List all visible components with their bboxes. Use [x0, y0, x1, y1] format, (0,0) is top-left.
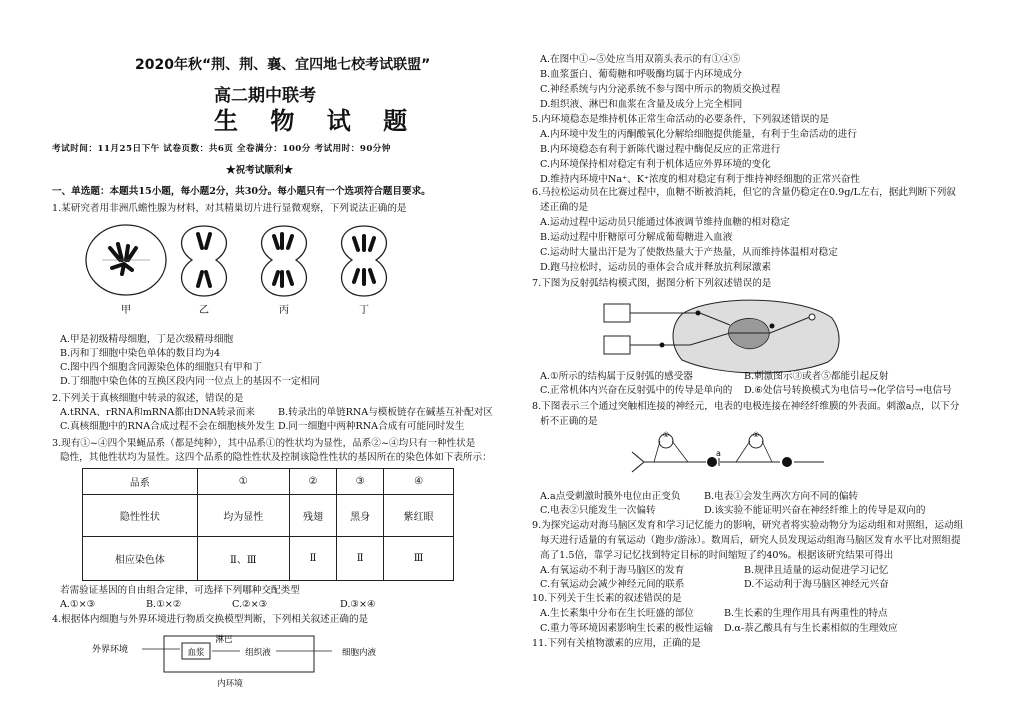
- exam-info: 考试时间：11月25日下午 试卷页数：共6页 全卷满分：100分 考试用时：90分钟: [52, 144, 391, 154]
- table-cell: ④: [384, 469, 454, 495]
- q2-option-d: D.同一细胞中两种RNA合成有可能同时发生: [278, 421, 465, 432]
- cell-ding: [342, 226, 387, 296]
- q9-line1: 9.为探究运动对海马脑区发育和学习记忆能力的影响，研究者将实验动物分为运动组和对照组，运动组: [532, 520, 964, 531]
- q4-option-b: B.血浆蛋白、葡萄糖和呼吸酶均属于内环境成分: [540, 69, 742, 80]
- q7-option-b: B.刺激图示③或者⑤都能引起反射: [744, 371, 889, 382]
- table-cell: 黑身: [337, 495, 384, 537]
- q8-option-a: A.a点受刺激时膜外电位由正变负: [540, 491, 681, 502]
- reflex-arc-figure: [602, 294, 862, 374]
- q7-option-d: D.⑥处信号转换模式为电信号→化学信号→电信号: [744, 385, 952, 396]
- outer-env-label: 外界环境: [92, 645, 129, 655]
- q3-stem-line2: 隐性，其他性状均为显性。这四个品系的隐性性状及控制该隐性性状的基因所在的染色体如下表所示：: [60, 452, 492, 463]
- q6-option-b: B.运动过程中肝糖原可分解成葡萄糖进入血液: [540, 232, 733, 243]
- q10-option-c: C.重力等环境因素影响生长素的极性运输: [540, 623, 714, 634]
- inner-env-label: 内环境: [217, 679, 243, 689]
- q3-option-d: D.③×④: [340, 599, 376, 610]
- q5-option-a: A.内环境中发生的丙酮酸氧化分解给细胞提供能量，有利于生命活动的进行: [540, 129, 857, 140]
- alliance-title: 2020年秋“荆、荆、襄、宜四地七校考试联盟”: [135, 57, 431, 73]
- svg-text:②: ②: [752, 431, 760, 439]
- q7-option-c: C.正常机体内兴奋在反射弧中的传导是单向的: [540, 385, 733, 396]
- intracellular-fluid-label: 细胞内液: [342, 648, 377, 658]
- q4-option-a: A.在图中①~⑤处应当用双箭头表示的有①④⑤: [540, 54, 741, 65]
- q10-option-a: A.生长素集中分布在生长旺盛的部位: [540, 608, 694, 619]
- table-cell: Ⅱ: [289, 537, 336, 581]
- q10-stem: 10.下列关于生长素的叙述错误的是: [532, 593, 682, 604]
- table-cell: 隐性性状: [83, 495, 198, 537]
- q6-option-c: C.运动时大量出汗是为了使散热量大于产热量，从而维持体温相对稳定: [540, 247, 838, 258]
- table-row: [83, 495, 454, 537]
- q1-stem: 1.某研究者用非洲爪蟾性腺为材料，对其精巢切片进行显微观察，下列说法正确的是: [52, 203, 407, 214]
- q10-option-d: D.α-萘乙酸具有与生长素相似的生理效应: [724, 623, 898, 634]
- label-jia: 甲: [121, 305, 131, 316]
- q2-option-c: C.真核细胞中的RNA合成过程不会在细胞核外发生: [60, 421, 275, 432]
- table-cell: 相应染色体: [83, 537, 198, 581]
- q6-stem-line2: 述正确的是: [540, 202, 588, 213]
- cell-yi: [182, 226, 227, 296]
- lymph-label: 淋巴: [215, 635, 233, 645]
- svg-text:a: a: [716, 449, 721, 458]
- q9-option-a: A.有氧运动不利于海马脑区的发育: [540, 565, 685, 576]
- svg-text:①: ①: [662, 431, 670, 439]
- tissue-fluid-label: 组织液: [245, 648, 271, 658]
- q9-line3: 高了1.5倍，靠学习记忆找到特定目标的时间缩短了约40%。根据该研究结果可得出: [540, 550, 894, 561]
- table-cell: 均为显性: [197, 495, 289, 537]
- plasma-label: 血浆: [187, 648, 205, 658]
- q1-option-b: B.丙和丁细胞中染色单体的数目均为4: [60, 348, 221, 359]
- q4-option-c: C.神经系统与内分泌系统不参与图中所示的物质交换过程: [540, 84, 781, 95]
- q6-stem-line1: 6.马拉松运动员在比赛过程中，血糖不断被消耗，但它的含量仍稳定在0.9g/L左右，据此判断下列叙: [532, 187, 956, 198]
- q3-after: 若需验证基因的自由组合定律，可选择下列哪种交配类型: [60, 585, 300, 596]
- q1-option-a: A.甲是初级精母细胞，丁是次级精母细胞: [60, 334, 234, 345]
- table-cell: 紫红眼: [384, 495, 454, 537]
- q5-option-c: C.内环境保持相对稳定有利于机体适应外界环境的变化: [540, 159, 771, 170]
- q3-table: [82, 468, 454, 581]
- good-luck: ★祝考试顺利★: [226, 165, 294, 176]
- neuron-circuit-figure: [628, 428, 828, 483]
- label-ding: 丁: [359, 305, 369, 316]
- q6-option-d: D.跑马拉松时，运动员的垂体会合成并释放抗利尿激素: [540, 262, 772, 273]
- q6-option-a: A.运动过程中运动员只能通过体液调节维持血糖的相对稳定: [540, 217, 790, 228]
- table-cell: 残翅: [289, 495, 336, 537]
- table-row: [83, 537, 454, 581]
- subject-title: 生 物 试 题: [214, 107, 420, 135]
- section-heading: 一、单选题：本题共15小题，每小题2分，共30分。每小题只有一个选项符合题目要求。: [52, 186, 431, 197]
- table-cell: 品系: [83, 469, 198, 495]
- q10-option-b: B.生长素的生理作用具有两重性的特点: [724, 608, 888, 619]
- cell-bing: [262, 226, 307, 296]
- q7-stem: 7.下图为反射弧结构模式图，据图分析下列叙述错误的是: [532, 278, 772, 289]
- label-yi: 乙: [199, 305, 209, 316]
- q11-stem: 11.下列有关植物激素的应用，正确的是: [532, 638, 701, 649]
- table-cell: Ⅱ、Ⅲ: [197, 537, 289, 581]
- q8-stem-line2: 析不正确的是: [540, 416, 598, 427]
- q9-option-b: B.规律且适量的运动促进学习记忆: [744, 565, 889, 576]
- q8-option-c: C.电表②只能发生一次偏转: [540, 505, 656, 516]
- q5-stem: 5.内环境稳态是维持机体正常生命活动的必要条件，下列叙述错误的是: [532, 114, 829, 125]
- q1-option-d: D.丁细胞中染色体的互换区段内同一位点上的基因不一定相同: [60, 376, 320, 387]
- q2-option-b: B.转录出的单链RNA与模板链存在碱基互补配对区: [278, 407, 493, 418]
- effector-box: [604, 304, 630, 322]
- table-cell: ②: [289, 469, 336, 495]
- cell-division-figure: [82, 218, 422, 318]
- table-cell: Ⅲ: [384, 537, 454, 581]
- receptor-box: [604, 336, 630, 354]
- q3-option-c: C.②×③: [232, 599, 268, 610]
- table-cell: Ⅱ: [337, 537, 384, 581]
- q2-option-a: A.tRNA、rRNA和mRNA都由DNA转录而来: [60, 407, 255, 418]
- q3-option-b: B.①×②: [146, 599, 182, 610]
- label-bing: 丙: [279, 305, 289, 316]
- q8-option-d: D.该实验不能证明兴奋在神经纤维上的传导是双向的: [704, 505, 926, 516]
- q2-stem: 2.下列关于真核细胞中转录的叙述，错误的是: [52, 393, 244, 404]
- q9-option-c: C.有氧运动会减少神经元间的联系: [540, 579, 685, 590]
- q3-option-a: A.①×③: [60, 599, 96, 610]
- exam-title: 高二期中联考: [214, 86, 316, 106]
- cell-jia: [86, 225, 166, 295]
- table-row: [83, 469, 454, 495]
- table-cell: ③: [337, 469, 384, 495]
- table-cell: ①: [197, 469, 289, 495]
- q8-option-b: B.电表①会发生两次方向不同的偏转: [704, 491, 859, 502]
- q5-option-b: B.内环境稳态有利于新陈代谢过程中酶促反应的正常进行: [540, 144, 781, 155]
- q4-stem: 4.根据体内细胞与外界环境进行物质交换模型判断，下列相关叙述正确的是: [52, 614, 369, 625]
- q9-line2: 每天进行适量的有氧运动（跑步/游泳）。数周后，研究人员发现运动组海马脑区发育水平比对照组提: [540, 535, 961, 546]
- q5-option-d: D.维持内环境中Na⁺、K⁺浓度的相对稳定有利于维持神经细胞的正常兴奋性: [540, 174, 861, 185]
- q1-option-c: C.图中四个细胞含同源染色体的细胞只有甲和丁: [60, 362, 262, 373]
- q7-option-a: A.①所示的结构属于反射弧的感受器: [540, 371, 693, 382]
- q3-stem-line1: 3.现有①~④四个果蝇品系（都是纯种），其中品系①的性状均为显性，品系②~④均只有一种性状是: [52, 438, 476, 449]
- q9-option-d: D.不运动利于海马脑区神经元兴奋: [744, 579, 889, 590]
- q4-option-d: D.组织液、淋巴和血浆在含量及成分上完全相同: [540, 99, 743, 110]
- exchange-diagram: [92, 628, 422, 690]
- q8-stem-line1: 8.下图表示三个通过突触相连接的神经元，电表的电极连接在神经纤维膜的外表面。刺激a点，以下分: [532, 401, 960, 412]
